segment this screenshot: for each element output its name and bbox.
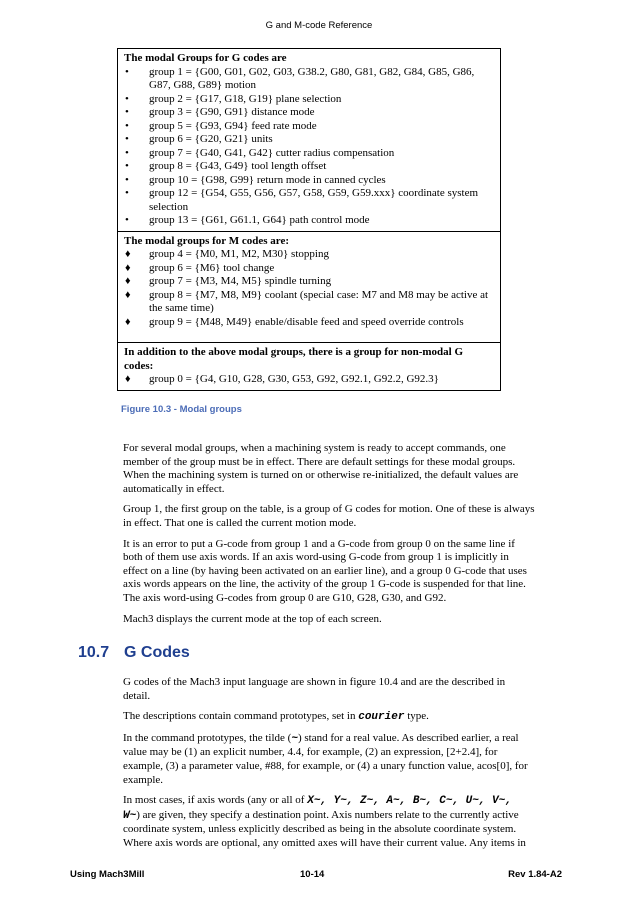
bullet-icon: • [125,133,129,145]
paragraph: G codes of the Mach3 input language are shown in figure 10.4 and are the described in detail. [123,676,506,702]
modal-groups-table [117,48,501,391]
list-item [124,275,494,289]
paragraph: Group 1, the first group on the table, is a group of G codes for motion. One of these is always in effect. That one is called the current motion mode. [123,503,535,529]
page-number: 10-14 [300,869,325,880]
paragraph [123,732,535,787]
section-number: 10.7 [78,644,110,661]
m-groups-list [124,248,494,339]
list-item [124,262,494,276]
code-run: ~ [291,732,298,745]
text-run: type. [404,710,429,723]
text-run: In the command prototypes, the tilde ( [123,731,292,744]
bullet-icon: • [125,65,129,78]
g-groups-title: The modal Groups for G codes are [124,52,287,64]
list-item-text: group 4 = {M0, M1, M2, M30} stopping [149,248,329,260]
list-item [124,174,494,188]
paragraph: Mach3 displays the current mode at the top of each screen. [123,612,382,625]
bullet-icon: • [125,173,129,186]
non-modal-title: In addition to the above modal groups, there is a group for non-modal G codes: [124,346,464,372]
bullet-icon: • [125,106,129,118]
section-body-text [123,676,535,858]
list-item [124,120,494,134]
list-item [124,316,494,330]
list-item-text: group 0 = {G4, G10, G28, G30, G53, G92, G92.1, G92.2, G92.3} [149,373,439,385]
list-item [124,214,494,228]
text-run: ) are given, they specify a destination point. Axis numbers relate to the currently active coordinate system, unless explicitly described as being in the absolute coordinate system. Where axis words are optional, any omitted axes will have their current value. Any items in [123,808,526,849]
bullet-icon: • [125,160,129,172]
list-item [124,289,494,316]
bullet-icon: ♦ [125,275,131,287]
list-item [124,106,494,120]
list-item-text: group 8 = {G43, G49} tool length offset [149,160,327,172]
paragraph [123,710,535,725]
list-item-text: group 9 = {M48, M49} enable/disable feed and speed override controls [149,315,464,328]
list-item-text: group 2 = {G17, G18, G19} plane selection [149,92,342,105]
list-item-text: group 13 = {G61, G61.1, G64} path control mode [149,214,370,226]
text-run: In most cases, if axis words (any or all of [123,794,308,807]
list-item-text: group 7 = {M3, M4, M5} spindle turning [149,275,332,287]
section-title: G Codes [124,644,190,661]
bullet-icon: • [125,146,129,159]
revision: Rev 1.84-A2 [508,869,562,880]
paragraph [123,794,535,850]
list-item [124,160,494,174]
code-run: courier [358,711,405,724]
list-item-text: group 8 = {M7, M8, M9} coolant (special case: M7 and M8 may be active at the same time) [149,288,489,314]
list-item-text: group 3 = {G90, G91} distance mode [149,106,315,118]
bullet-icon: ♦ [125,373,131,385]
list-item-text: group 7 = {G40, G41, G42} cutter radius compensation [149,146,395,159]
figure-caption: Figure 10.3 - Modal groups [121,404,242,415]
text-run: ) stand for a real value. As described earlier, a real value may be (1) an explicit number, 4.4, for example, (2) an expression, [2+2.4], for example, (3) a parameter value, #88, for example, or (4) a unary function value, acos[0], for example. [123,731,528,786]
paragraph: For several modal groups, when a machining system is ready to accept commands, one member of the group must be in effect. There are default settings for these modal groups. When the machining system is turned on or otherwise re-initialized, the default values are automatically in effect. [123,442,519,495]
bullet-icon: • [125,119,129,132]
bullet-icon: ♦ [125,315,131,328]
non-modal-groups-section [118,342,500,390]
bullet-icon: • [125,214,129,226]
g-groups-list [124,66,494,228]
list-item-text: group 12 = {G54, G55, G56, G57, G58, G59, G59.xxx} coordinate system selection [149,187,479,213]
list-item [124,187,494,214]
list-item [124,248,494,262]
list-item-text: group 6 = {M6} tool change [149,261,275,274]
text-run: The descriptions contain command prototypes, set in [123,710,359,723]
list-item-text: group 10 = {G98, G99} return mode in canned cycles [149,173,386,186]
bullet-icon: • [125,187,129,199]
list-item-text: group 5 = {G93, G94} feed rate mode [149,119,317,132]
bullet-icon: ♦ [125,248,131,260]
section-heading [78,644,190,662]
paragraph: It is an error to put a G-code from group 1 and a G-code from group 0 on the same line if both of them use axis words. If an axis word-using G-code from group 1 is implicitly in effect on a line (by having been activated on an earlier line), and a group 0 G-code that uses axis words appears on the line, the activity of the group 1 G-code is suspended for that line. The axis word-using G-codes from group 0 are G10, G28, G30, and G92. [123,537,527,604]
list-item [124,93,494,107]
body-text [123,442,535,633]
list-item [124,133,494,147]
non-modal-list [124,373,494,387]
page-header: G and M-code Reference [265,20,373,31]
bullet-icon: ♦ [125,261,131,274]
bullet-icon: ♦ [125,288,131,301]
bullet-icon: • [125,92,129,105]
footer-title: Using Mach3Mill [70,869,145,880]
m-groups-title: The modal groups for M codes are: [124,234,289,247]
m-code-groups-section [118,231,500,343]
list-item [124,66,494,93]
list-item [124,147,494,161]
g-code-groups-section [118,49,500,231]
list-item [124,373,494,387]
code-run: X~, Y~, Z~, A~, B~, C~, U~, V~, W~ [123,795,512,822]
list-item-text: group 1 = {G00, G01, G02, G03, G38.2, G80, G81, G82, G84, G85, G86, G87, G88, G89} motion [149,65,475,91]
list-item-text: group 6 = {G20, G21} units [149,133,273,145]
